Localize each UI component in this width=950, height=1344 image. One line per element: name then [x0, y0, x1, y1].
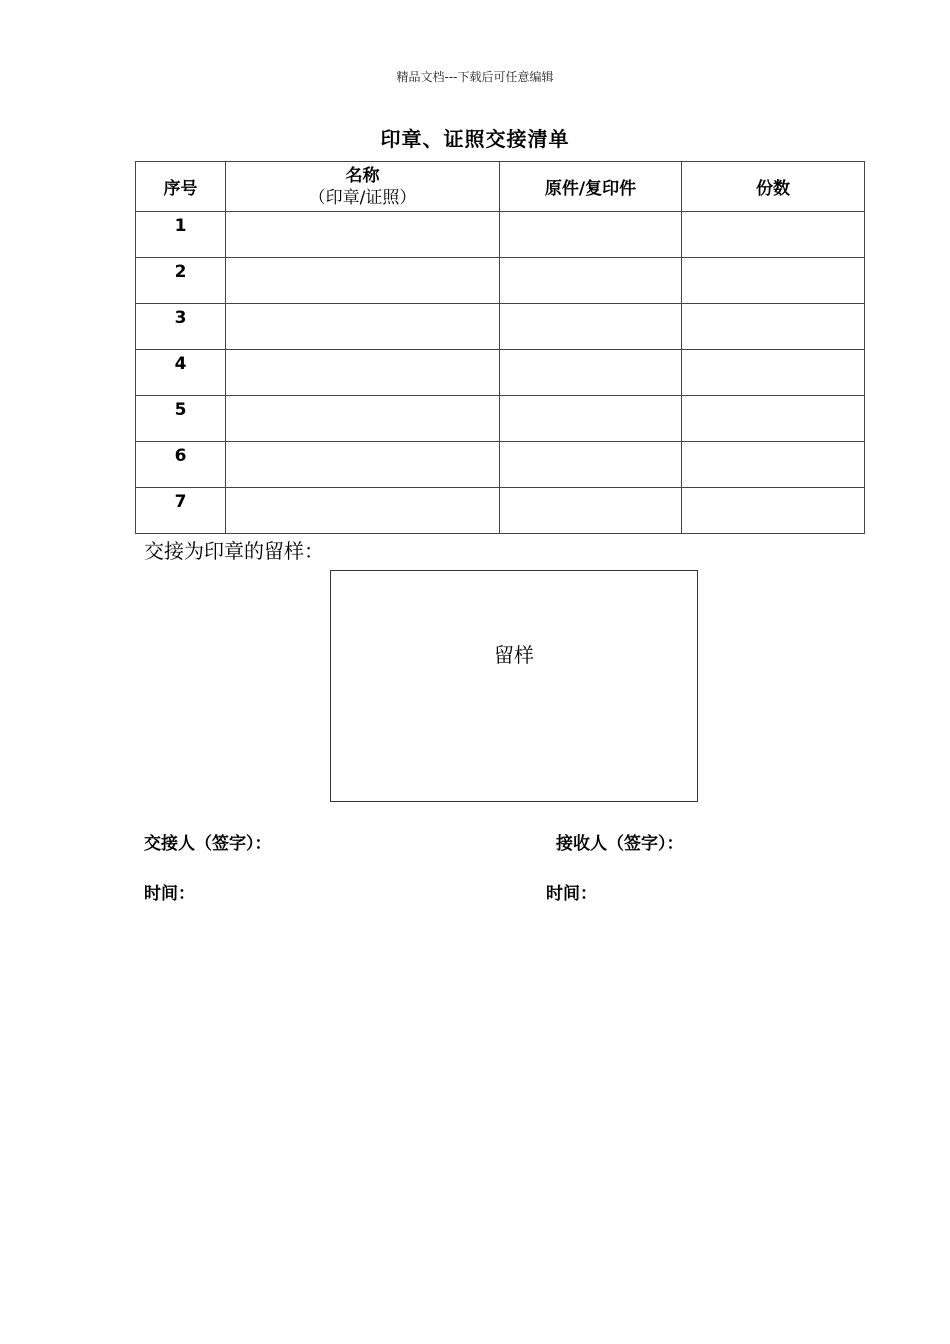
table-row [136, 488, 865, 534]
row-copies-cell[interactable] [682, 258, 865, 304]
row-original-copy-cell[interactable] [500, 442, 682, 488]
row-index: 3 [136, 304, 226, 350]
table-row [136, 304, 865, 350]
row-copies-cell[interactable] [682, 488, 865, 534]
row-index: 4 [136, 350, 226, 396]
handover-time-label: 时间： [144, 884, 195, 904]
handover-person-signature-label: 交接人（签字）： [144, 834, 272, 854]
row-name-cell[interactable] [226, 442, 500, 488]
table-row [136, 258, 865, 304]
row-copies-cell[interactable] [682, 442, 865, 488]
row-copies-cell[interactable] [682, 350, 865, 396]
row-index: 6 [136, 442, 226, 488]
header-name-line1: 名称 [345, 165, 380, 186]
seal-sample-box-text: 留样 [494, 643, 534, 667]
table-row [136, 350, 865, 396]
header-note: 精品文档---下载后可任意编辑 [396, 70, 554, 84]
row-name-cell[interactable] [226, 304, 500, 350]
row-name-cell[interactable] [226, 396, 500, 442]
row-original-copy-cell[interactable] [500, 258, 682, 304]
row-index: 1 [136, 212, 226, 258]
table-row [136, 442, 865, 488]
row-name-cell[interactable] [226, 212, 500, 258]
row-original-copy-cell[interactable] [500, 350, 682, 396]
row-name-cell[interactable] [226, 350, 500, 396]
row-copies-cell[interactable] [682, 396, 865, 442]
document-title: 印章、证照交接清单 [380, 127, 570, 151]
row-index: 2 [136, 258, 226, 304]
table-row [136, 212, 865, 258]
table-row [136, 396, 865, 442]
seal-sample-label: 交接为印章的留样： [144, 539, 324, 563]
seal-sample-box[interactable] [330, 570, 698, 802]
row-copies-cell[interactable] [682, 212, 865, 258]
row-name-cell[interactable] [226, 488, 500, 534]
header-name [226, 162, 500, 212]
row-copies-cell[interactable] [682, 304, 865, 350]
row-name-cell[interactable] [226, 258, 500, 304]
row-index: 5 [136, 396, 226, 442]
header-copies: 份数 [682, 162, 865, 212]
row-original-copy-cell[interactable] [500, 212, 682, 258]
header-original-copy: 原件/复印件 [500, 162, 682, 212]
row-index: 7 [136, 488, 226, 534]
row-original-copy-cell[interactable] [500, 488, 682, 534]
header-index: 序号 [136, 162, 226, 212]
handover-table [135, 161, 865, 534]
row-original-copy-cell[interactable] [500, 396, 682, 442]
row-original-copy-cell[interactable] [500, 304, 682, 350]
receiver-time-label: 时间： [546, 884, 597, 904]
header-name-line2: （印章/证照） [308, 187, 417, 208]
table-header-row [136, 162, 865, 212]
receiver-signature-label: 接收人（签字）： [556, 834, 684, 854]
